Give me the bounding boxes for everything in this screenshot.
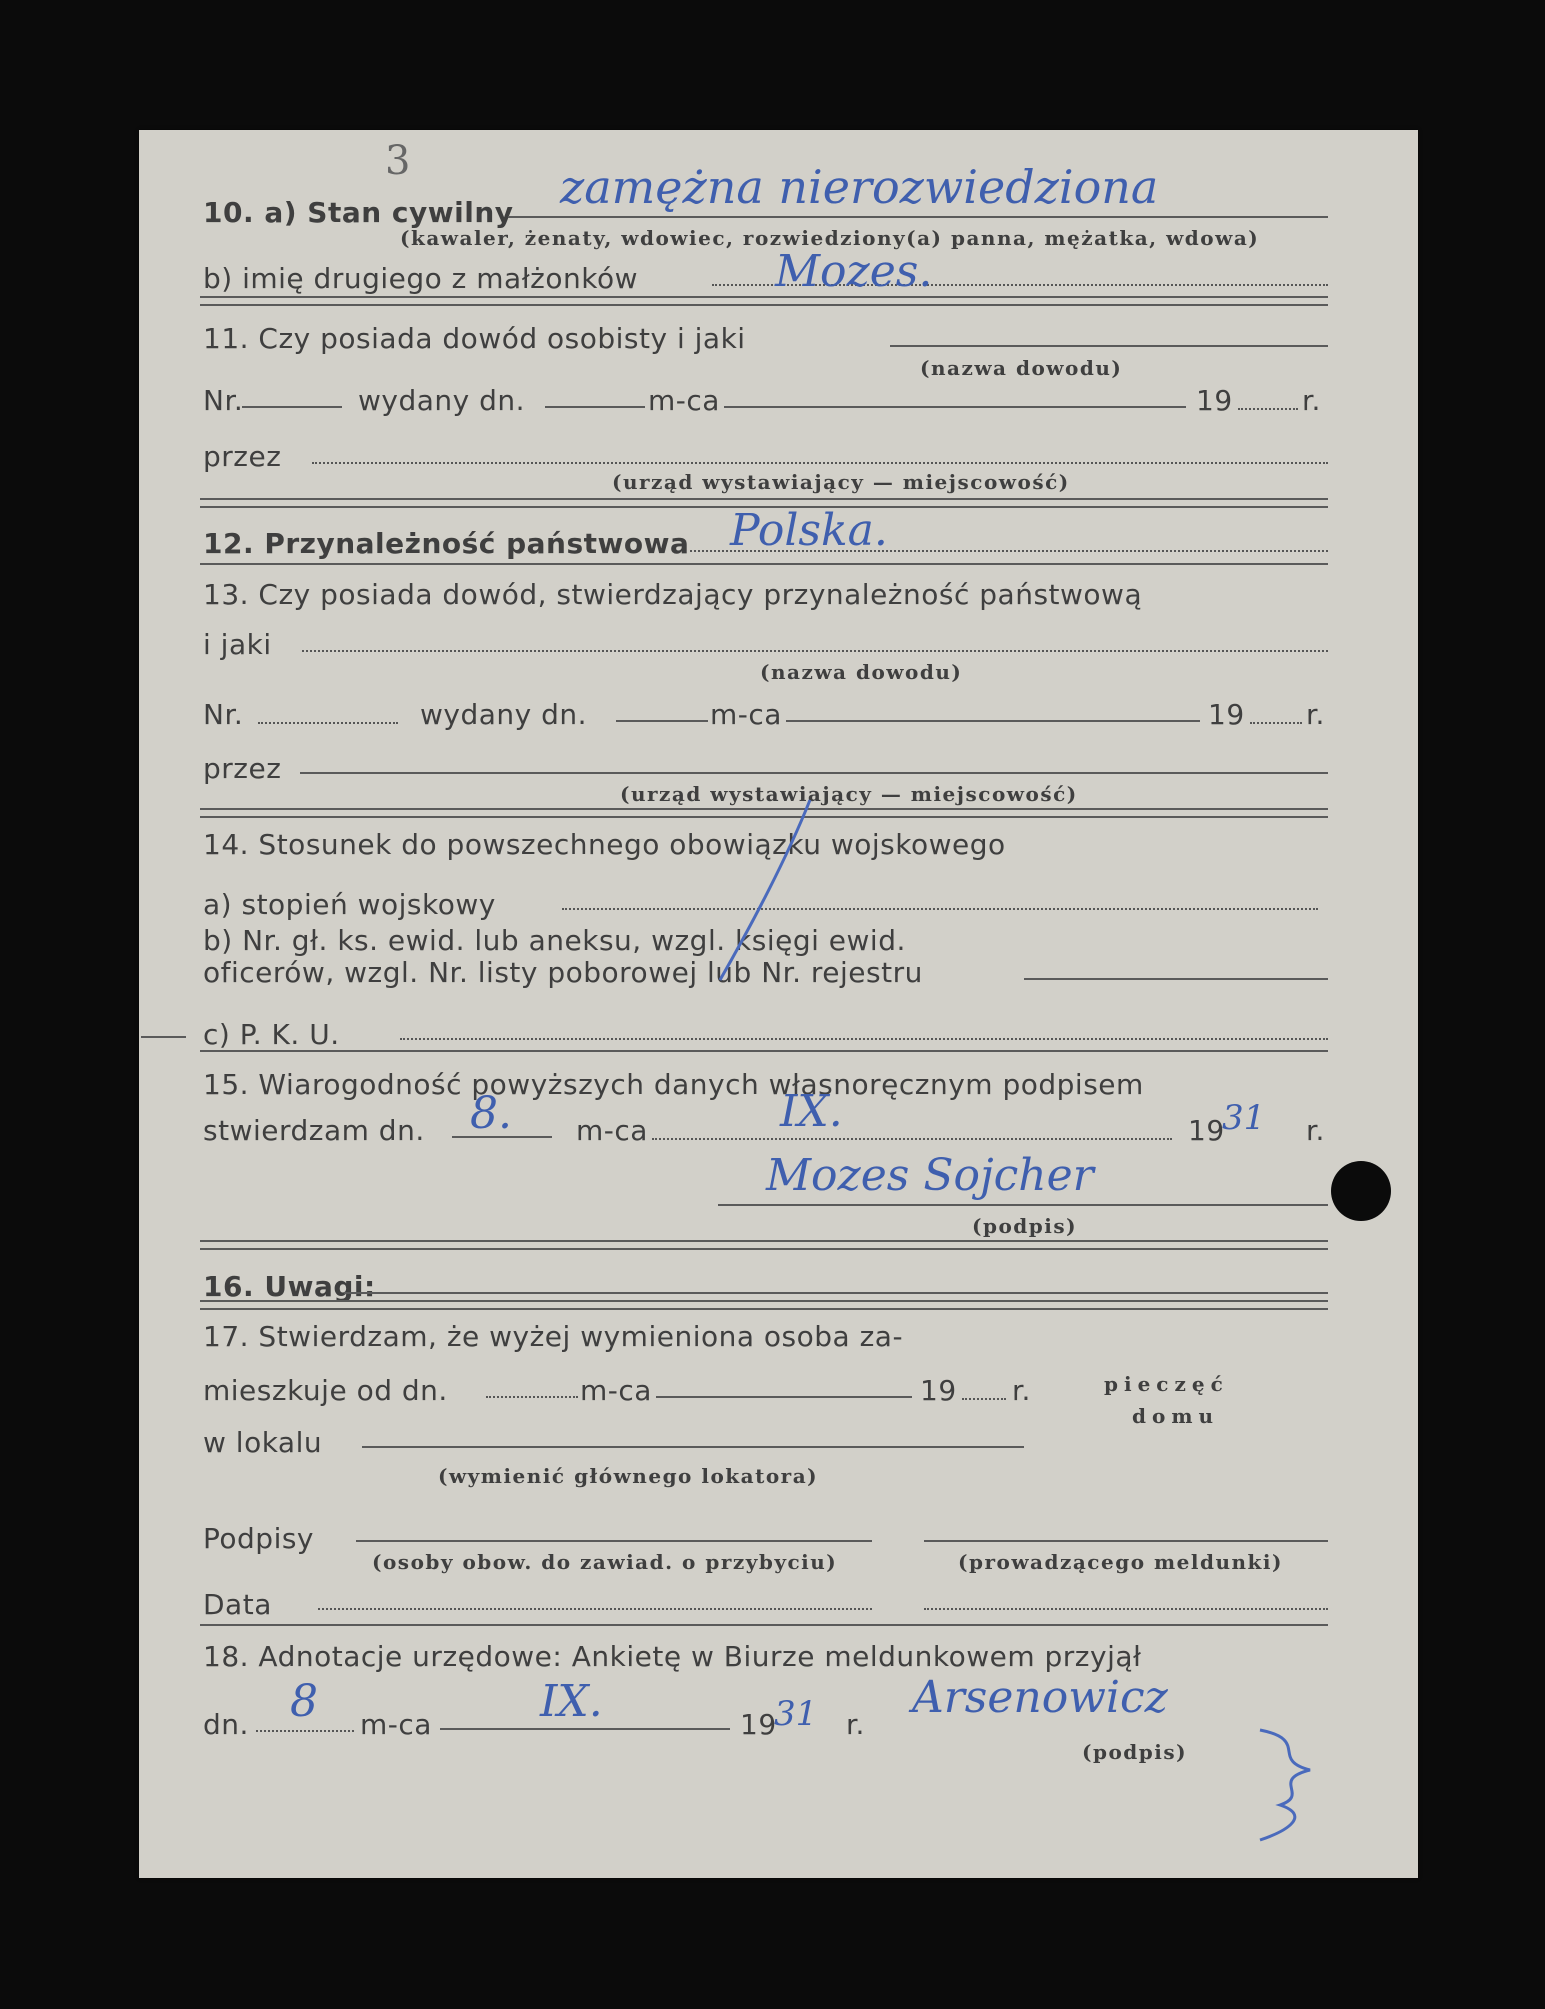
s17-line2a: mieszkuje od dn. <box>203 1374 448 1407</box>
punch-hole <box>1331 1161 1391 1221</box>
s17-lokal: w lokalu <box>203 1426 323 1459</box>
s12-value: Polska. <box>730 505 888 556</box>
s11-month-line <box>724 406 1186 408</box>
s12-divider <box>200 563 1328 565</box>
s13-year-line <box>1250 722 1302 724</box>
s10-label-b: b) imię drugiego z małżonków <box>203 262 638 295</box>
s17-sign-right-line <box>924 1540 1328 1542</box>
s18-line1: 18. Adnotacje urzędowe: Ankietę w Biurze meldunkowem przyjął <box>203 1640 1142 1673</box>
s10-value-b: Mozes. <box>775 246 933 297</box>
s13-year: 19 <box>1208 698 1245 731</box>
s18-signature: Arsenowicz <box>912 1672 1168 1723</box>
s17-divider <box>200 1624 1328 1626</box>
corner-mark: 3 <box>385 138 411 184</box>
s17-hint-right: (prowadzącego meldunki) <box>958 1550 1283 1574</box>
s15-mca: m-ca <box>576 1114 648 1147</box>
s14-c: c) P. K. U. <box>203 1018 340 1051</box>
s18-year-hw: 31 <box>774 1694 818 1734</box>
s11-przez: przez <box>203 440 282 473</box>
s10-hint-a: (kawaler, żenaty, wdowiec, rozwiedziony(a) panna, mężatka, wdowa) <box>400 226 1260 250</box>
s13-label2: i jaki <box>203 628 272 661</box>
s17-mca: m-ca <box>580 1374 652 1407</box>
s11-line <box>890 345 1328 347</box>
s18-mca: m-ca <box>360 1708 432 1741</box>
s11-wydany: wydany dn. <box>358 384 526 417</box>
s17-year-line <box>962 1398 1006 1400</box>
s15-divider <box>200 1240 1328 1250</box>
s18-signature-flourish <box>1250 1720 1330 1850</box>
s13-nr-line <box>258 722 398 724</box>
s14-divider <box>200 1050 1328 1052</box>
s16-line <box>344 1292 1328 1294</box>
s18-dn: dn. <box>203 1708 249 1741</box>
s17-sign-left-line <box>356 1540 872 1542</box>
s11-mca: m-ca <box>648 384 720 417</box>
s15-sign-line <box>718 1204 1328 1206</box>
s15-month-line <box>652 1138 1172 1140</box>
s17-data-right-line <box>924 1608 1328 1610</box>
s13-przez: przez <box>203 752 282 785</box>
s13-przez-line <box>300 772 1328 774</box>
s18-month: IX. <box>540 1676 603 1727</box>
s17-lokal-hint: (wymienić głównego lokatora) <box>438 1464 819 1488</box>
s13-wydany: wydany dn. <box>420 698 588 731</box>
s10-line-a <box>508 216 1328 218</box>
s17-day-line <box>486 1396 578 1398</box>
s15-signature: Mozes Sojcher <box>766 1150 1094 1201</box>
s17-month-line <box>656 1396 912 1398</box>
s11-hint: (nazwa dowodu) <box>920 356 1123 380</box>
s17-line1: 17. Stwierdzam, że wyżej wymieniona osoba za- <box>203 1320 904 1353</box>
s10-divider <box>200 296 1328 306</box>
s16-divider <box>200 1300 1328 1310</box>
s18-day-line <box>256 1730 354 1732</box>
s13-label: 13. Czy posiada dowód, stwierdzający przynależność państwową <box>203 578 1143 611</box>
s13-hint: (nazwa dowodu) <box>760 660 963 684</box>
s17-r: r. <box>1012 1374 1031 1407</box>
s15-line1: 15. Wiarogodność powyższych danych własnoręcznym podpisem <box>203 1068 1144 1101</box>
s13-line <box>302 650 1328 652</box>
s11-day-line <box>545 406 645 408</box>
s15-year-hw: 31 <box>1222 1098 1266 1138</box>
s15-year: 19 <box>1188 1114 1225 1147</box>
s17-stamp2: domu <box>1132 1404 1220 1428</box>
s17-podpisy: Podpisy <box>203 1522 315 1555</box>
s14-margin-mark <box>141 1036 186 1038</box>
s11-hint2: (urząd wystawiający — miejscowość) <box>612 470 1070 494</box>
s11-nr-line <box>242 406 342 408</box>
s14-strike-mark <box>700 790 840 990</box>
s14-b-line <box>1024 978 1328 980</box>
s14-a-line <box>562 908 1318 910</box>
s18-day: 8 <box>290 1676 318 1727</box>
s15-stw: stwierdzam dn. <box>203 1114 425 1147</box>
s13-mca: m-ca <box>710 698 782 731</box>
s13-r: r. <box>1306 698 1325 731</box>
s18-month-line <box>440 1728 730 1730</box>
s15-month: IX. <box>780 1086 843 1137</box>
s15-day: 8. <box>470 1088 512 1139</box>
s14-b1: b) Nr. gł. ks. ewid. lub aneksu, wzgl. księgi ewid. <box>203 924 906 957</box>
s17-lokal-line <box>362 1446 1024 1448</box>
s18-year: 19 <box>740 1708 777 1741</box>
s11-year-line <box>1238 408 1298 410</box>
s13-month-line <box>786 720 1200 722</box>
s18-r: r. <box>846 1708 865 1741</box>
s18-podpis-hint: (podpis) <box>1082 1740 1188 1764</box>
s14-b2: oficerów, wzgl. Nr. listy poborowej lub Nr. rejestru <box>203 956 923 989</box>
s16-label: 16. Uwagi: <box>203 1270 376 1303</box>
s14-a: a) stopień wojskowy <box>203 888 496 921</box>
s13-hint2: (urząd wystawiający — miejscowość) <box>620 782 1078 806</box>
s11-przez-line <box>312 462 1328 464</box>
s12-label: 12. Przynależność państwowa <box>203 527 690 560</box>
s13-nr: Nr. <box>203 698 244 731</box>
s17-stamp1: pieczęć <box>1104 1372 1229 1396</box>
s17-hint-left: (osoby obow. do zawiad. o przybyciu) <box>372 1550 838 1574</box>
s17-data: Data <box>203 1588 272 1621</box>
s11-label: 11. Czy posiada dowód osobisty i jaki <box>203 322 746 355</box>
s10-value-a: zamężna nierozwiedziona <box>560 160 1159 214</box>
s11-r: r. <box>1302 384 1321 417</box>
s17-data-left-line <box>318 1608 872 1610</box>
s11-nr: Nr. <box>203 384 244 417</box>
s15-podpis-hint: (podpis) <box>972 1214 1078 1238</box>
s15-r: r. <box>1306 1114 1325 1147</box>
s10-label-a: 10. a) Stan cywilny <box>203 196 514 229</box>
s13-day-line <box>616 720 708 722</box>
s17-year: 19 <box>920 1374 957 1407</box>
s11-year: 19 <box>1196 384 1233 417</box>
s14-c-line <box>400 1038 1328 1040</box>
s14-label: 14. Stosunek do powszechnego obowiązku wojskowego <box>203 828 1006 861</box>
